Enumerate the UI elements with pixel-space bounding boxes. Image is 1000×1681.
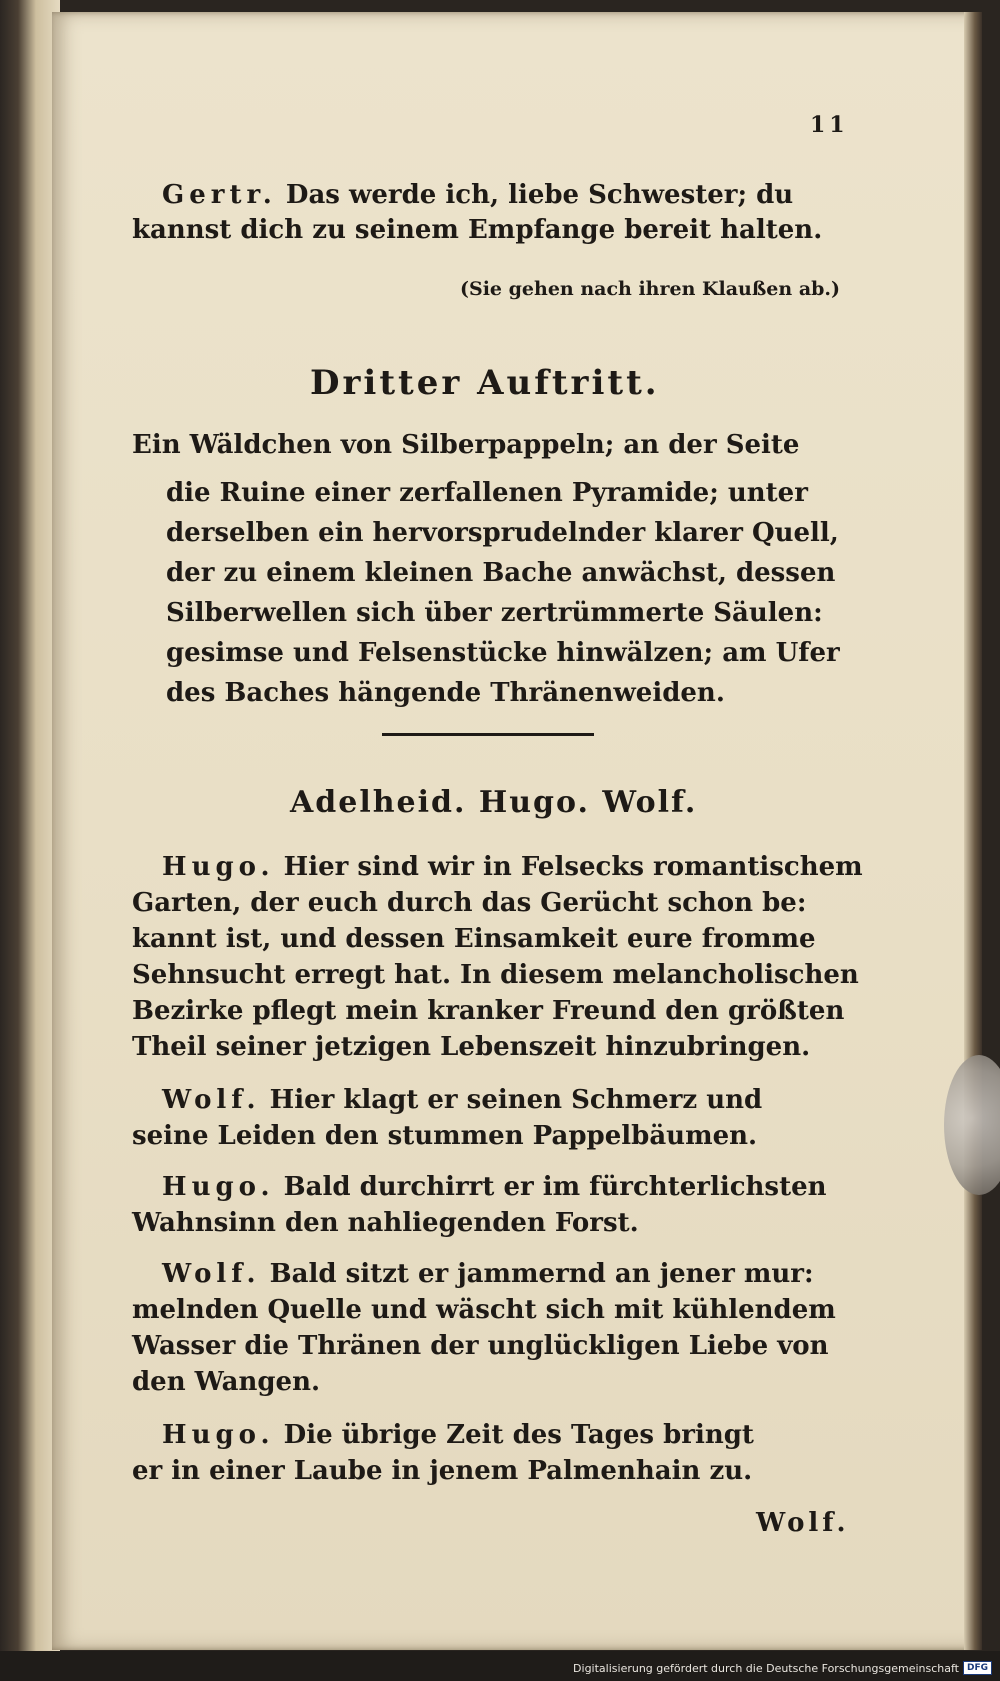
dialogue-line: melnden Quelle und wäscht sich mit kühlendem [132, 1295, 836, 1325]
block1-line2: kannst dich zu seinem Empfange bereit halten. [132, 215, 823, 245]
dialogue-line: Theil seiner jetzigen Lebenszeit hinzubringen. [132, 1032, 811, 1062]
section-divider [382, 733, 594, 736]
scene-description-line: die Ruine einer zerfallenen Pyramide; unter [166, 478, 808, 508]
dfg-logo: DFG [963, 1661, 992, 1675]
book-page [52, 12, 982, 1650]
scene-description-line: des Baches hängende Thränenweiden. [166, 678, 725, 708]
speaker-name: Hugo. [162, 1172, 275, 1202]
dialogue-line: Wasser die Thränen der unglückligen Liebe von [132, 1331, 829, 1361]
dialogue-line [162, 1085, 762, 1115]
credit-text: Digitalisierung gefördert durch die Deutsche Forschungsgemeinschaft [573, 1661, 959, 1675]
dialogue-line: Sehnsucht erregt hat. In diesem melancholischen [132, 960, 859, 990]
scene-description-line: Silberwellen sich über zertrümmerte Säulen: [166, 598, 823, 628]
speaker-name: Wolf. [162, 1259, 261, 1289]
page-edge-shadow [964, 12, 982, 1650]
speaker-name: Hugo. [162, 852, 275, 882]
scene-heading: Dritter Auftritt. [310, 363, 660, 403]
dialogue-text: Das werde ich, liebe Schwester; du [285, 180, 794, 210]
scene-description-line: derselben ein hervorsprudelnder klarer Quell, [166, 518, 839, 548]
speaker-name: Gertr. [162, 180, 277, 210]
dialogue-line [162, 1420, 754, 1450]
dialogue-line: den Wangen. [132, 1367, 321, 1397]
speaker-name: Hugo. [162, 1420, 275, 1450]
dialogue-text: Bald sitzt er jammernd an jener mur: [269, 1259, 814, 1289]
stage-direction: (Sie gehen nach ihren Klaußen ab.) [460, 278, 841, 300]
dialogue-line: seine Leiden den stummen Pappelbäumen. [132, 1121, 758, 1151]
footer-bar [0, 1651, 1000, 1681]
scene-description-line: Ein Wäldchen von Silberpappeln; an der Seite [132, 430, 800, 460]
scene-description-line: gesimse und Felsenstücke hinwälzen; am Ufer [166, 638, 840, 668]
dialogue-line: Garten, der euch durch das Gerücht schon be: [132, 888, 807, 918]
speaker-name: Wolf. [162, 1085, 261, 1115]
page-number: 11 [810, 112, 849, 138]
dialogue-line [162, 1172, 827, 1202]
scene-description-line: der zu einem kleinen Bache anwächst, dessen [166, 558, 836, 588]
dialogue-line: Wahnsinn den nahliegenden Forst. [132, 1208, 639, 1238]
dialogue-text: Bald durchirrt er im fürchterlichsten [283, 1172, 827, 1202]
catchword: Wolf. [756, 1508, 850, 1538]
dialogue-line [162, 852, 863, 882]
dialogue-text: Hier sind wir in Felsecks romantischem [283, 852, 863, 882]
dialogue-line: Bezirke pflegt mein kranker Freund den größten [132, 996, 845, 1026]
digitization-credit [573, 1661, 992, 1675]
dialogue-text: Die übrige Zeit des Tages bringt [283, 1420, 754, 1450]
dialogue-line: er in einer Laube in jenem Palmenhain zu. [132, 1456, 753, 1486]
dialogue-line [162, 1259, 814, 1289]
dialogue-line: kannt ist, und dessen Einsamkeit eure fromme [132, 924, 816, 954]
dialogue-text: Hier klagt er seinen Schmerz und [269, 1085, 763, 1115]
block1-line1 [162, 180, 793, 210]
book-spine-edge [0, 0, 60, 1681]
cast-list: Adelheid. Hugo. Wolf. [290, 785, 698, 820]
